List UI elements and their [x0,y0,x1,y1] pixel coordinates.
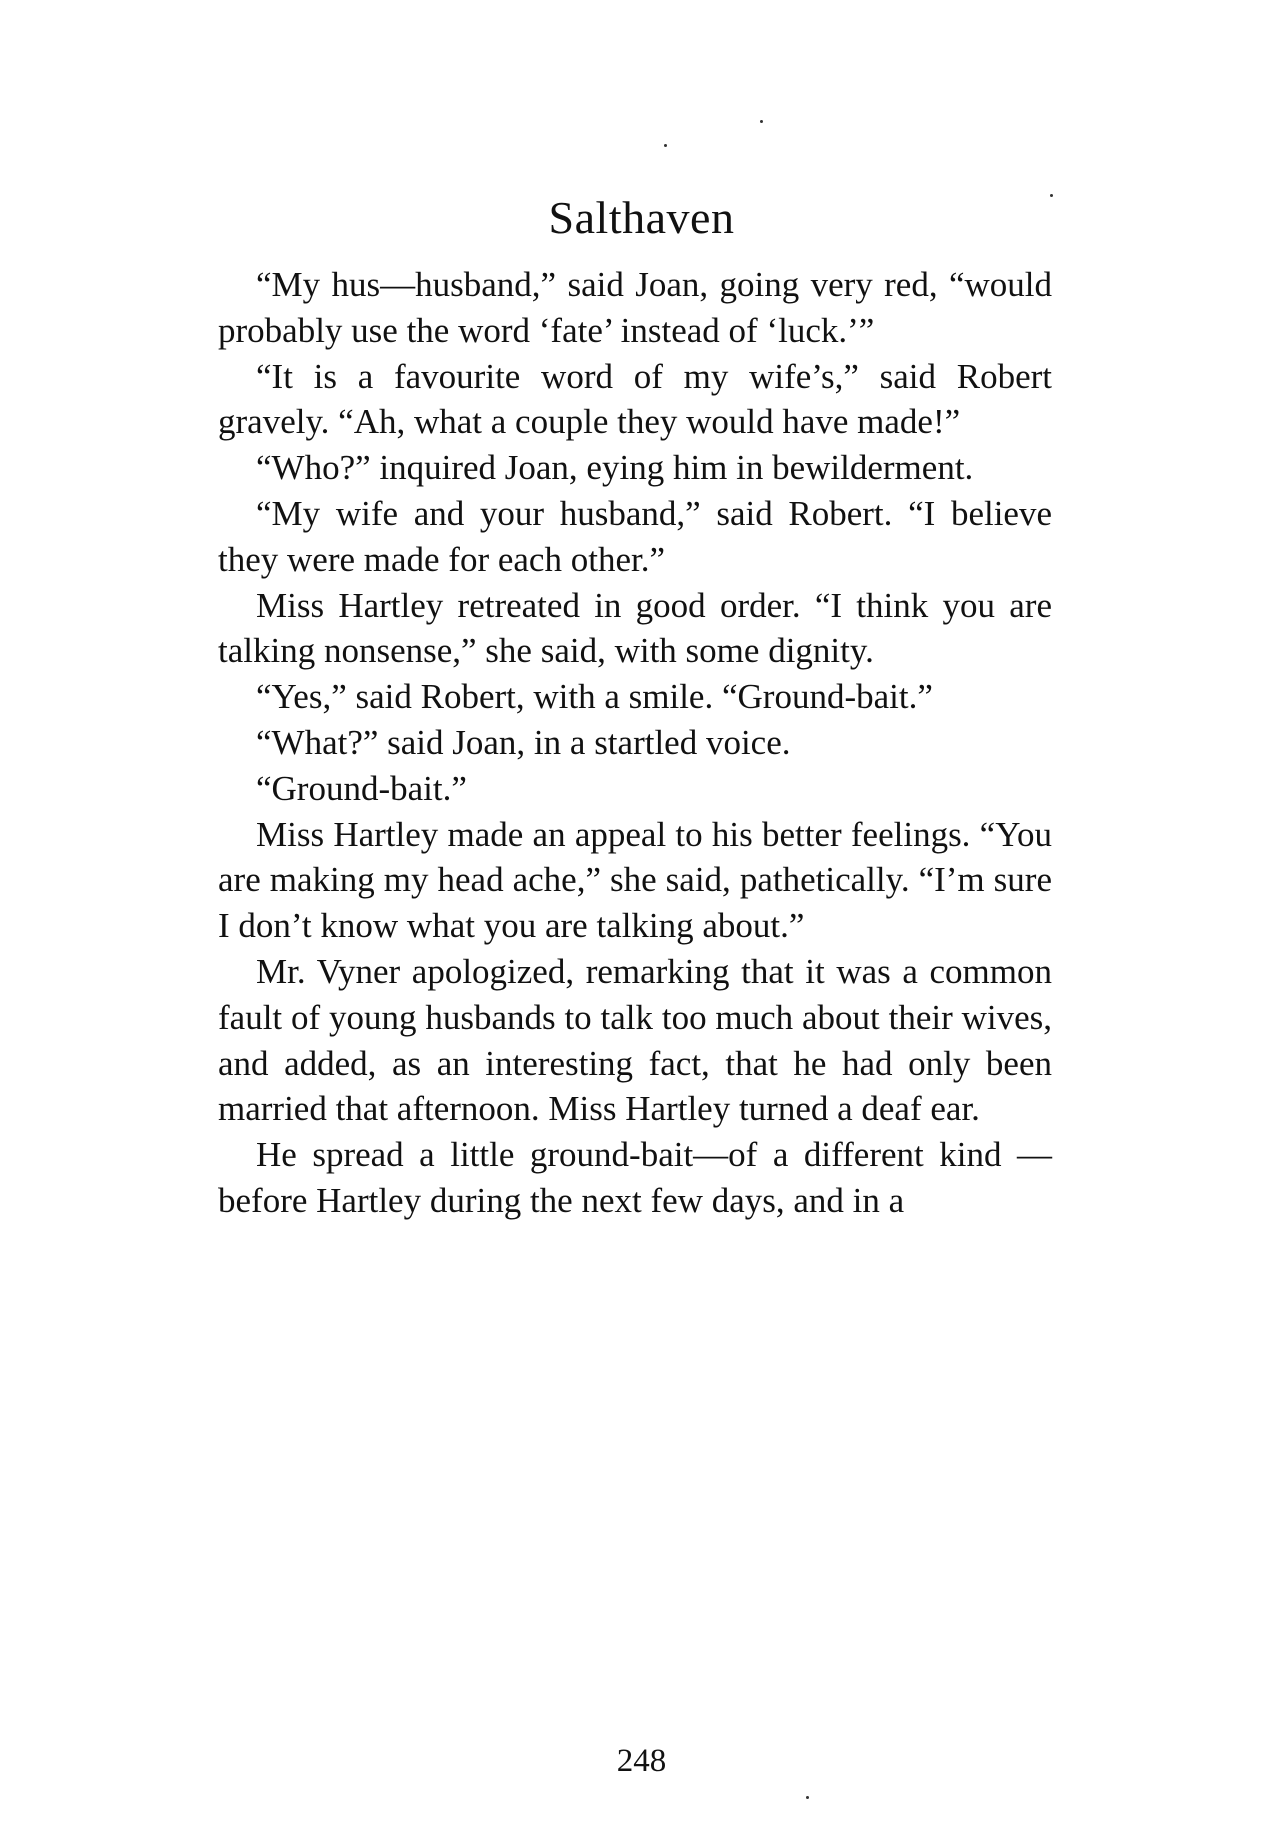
paragraph: “My hus—husband,” said Joan, going very red, “would probably use the word ‘fate’ instead of ‘luck.’” [218,265,1052,350]
paragraph: “Yes,” said Robert, with a smile. “Ground-bait.” [256,677,933,717]
page-number: 248 [616,1743,667,1779]
paragraph: “What?” said Joan, in a startled voice. [256,722,791,762]
body-text [218,262,1052,1224]
paragraph: Miss Hartley retreated in good order. “I think you are talking nonsense,” she said, with some dignity. [218,585,1052,671]
paragraph: “Who?” inquired Joan, eying him in bewilderment. [256,448,974,488]
paragraph: “My wife and your husband,” said Robert. “I believe they were made for each other.” [218,493,1052,579]
paragraph: Mr. Vyner apologized, remarking that it was a common fault of young husbands to talk too much about their wives, and added, as an interesting fact, that he had only been married that afternoon. Miss Hartley turned a deaf ear. [218,951,1052,1129]
print-speck [664,144,667,147]
paragraph: He spread a little ground-bait—of a different kind —before Hartley during the next few days, and in a [218,1135,1052,1220]
running-head: Salthaven [548,192,735,243]
print-speck [806,1796,809,1799]
paragraph: Miss Hartley made an appeal to his better feelings. “You are making my head ache,” she said, pathetically. “I’m sure I don’t know what you are talking about.” [218,814,1052,946]
paragraph: “Ground-bait.” [256,768,467,808]
paragraph: “It is a favourite word of my wife’s,” said Robert gravely. “Ah, what a couple they would have made!” [218,356,1052,442]
print-speck [760,120,763,123]
